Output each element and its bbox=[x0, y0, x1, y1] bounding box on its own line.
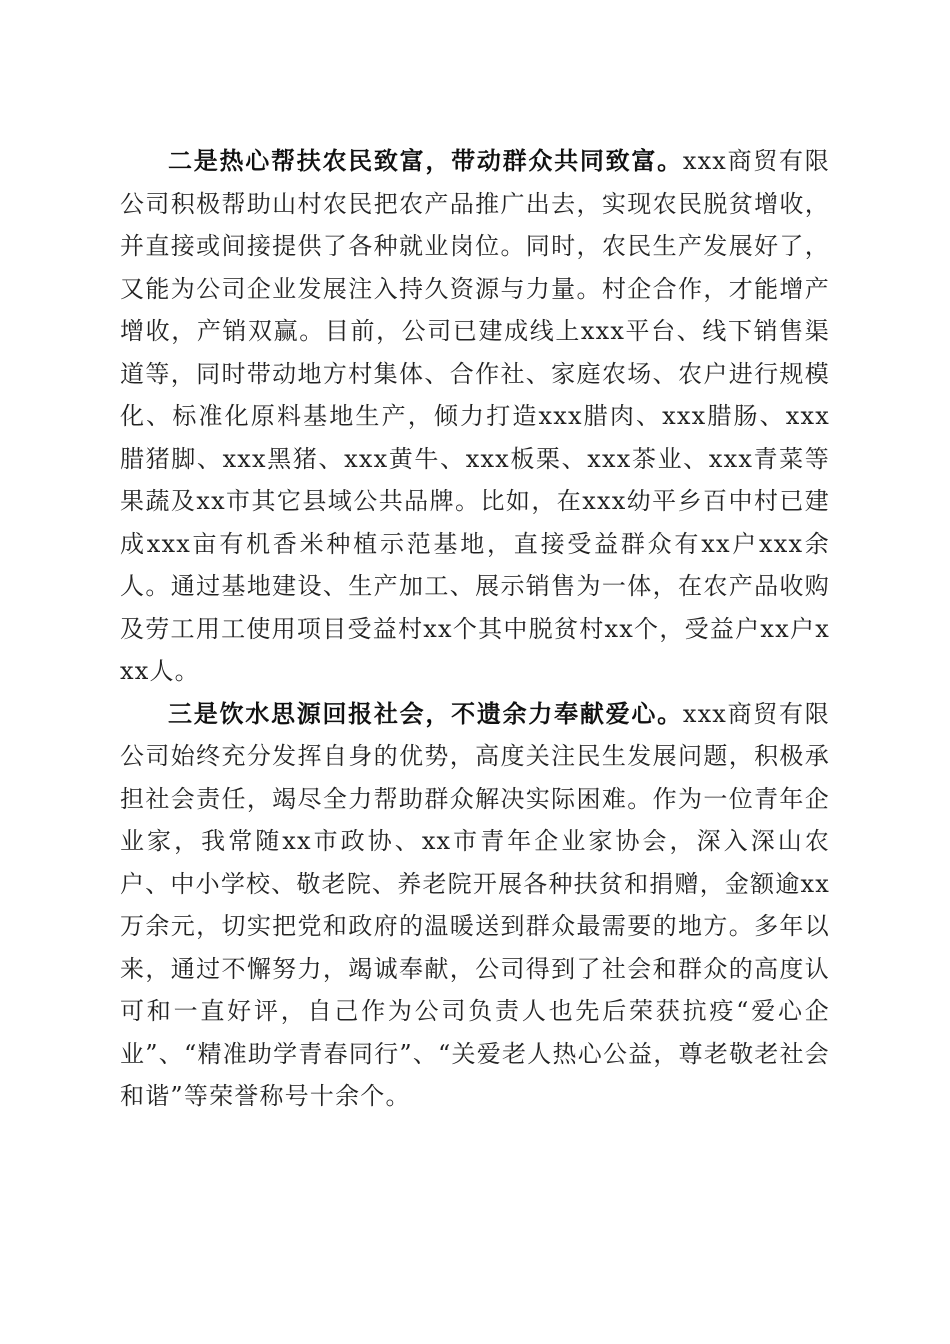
paragraph-3-text: xxx商贸有限公司始终充分发挥自身的优势，高度关注民生发展问题，积极承担社会责任，竭尽全力帮助群众解决实际困难。作为一位青年企业家，我常随xx市政协、xx市青年企业家协会，深入深山农户、中小学校、敬老院、养老院开展各种扶贫和捐赠，金额逾xx万余元，切实把党和政府的温暖送到群众最需要的地方。多年以来，通过不懈努力，竭诚奉献，公司得到了社会和群众的高度认可和一直好评，自己作为公司负责人也先后荣获抗疫“爱心企业”、“精准助学青春同行”、“关爱老人热心公益，尊老敬老社会和谐”等荣誉称号十余个。 bbox=[120, 699, 830, 1110]
document-body bbox=[120, 140, 830, 1118]
paragraph-2-text: xxx商贸有限公司积极帮助山村农民把农产品推广出去，实现农民脱贫增收，并直接或间接提供了各种就业岗位。同时，农民生产发展好了，又能为公司企业发展注入持久资源与力量。村企合作，才能增产增收，产销双赢。目前，公司已建成线上xxx平台、线下销售渠道等，同时带动地方村集体、合作社、家庭农场、农户进行规模化、标准化原料基地生产，倾力打造xxx腊肉、xxx腊肠、xxx腊猪脚、xxx黑猪、xxx黄牛、xxx板栗、xxx茶业、xxx青菜等果蔬及xx市其它县域公共品牌。比如，在xxx幼平乡百中村已建成xxx亩有机香米种植示范基地，直接受益群众有xx户xxx余人。通过基地建设、生产加工、展示销售为一体，在农产品收购及劳工用工使用项目受益村xx个其中脱贫村xx个，受益户xx户xxx人。 bbox=[120, 147, 830, 685]
paragraph-2-heading: 二是热心帮扶农民致富，带动群众共同致富。 bbox=[168, 146, 683, 175]
paragraph-3 bbox=[120, 693, 830, 1118]
paragraph-2 bbox=[120, 140, 830, 693]
paragraph-3-heading: 三是饮水思源回报社会，不遗余力奉献爱心。 bbox=[168, 698, 683, 728]
